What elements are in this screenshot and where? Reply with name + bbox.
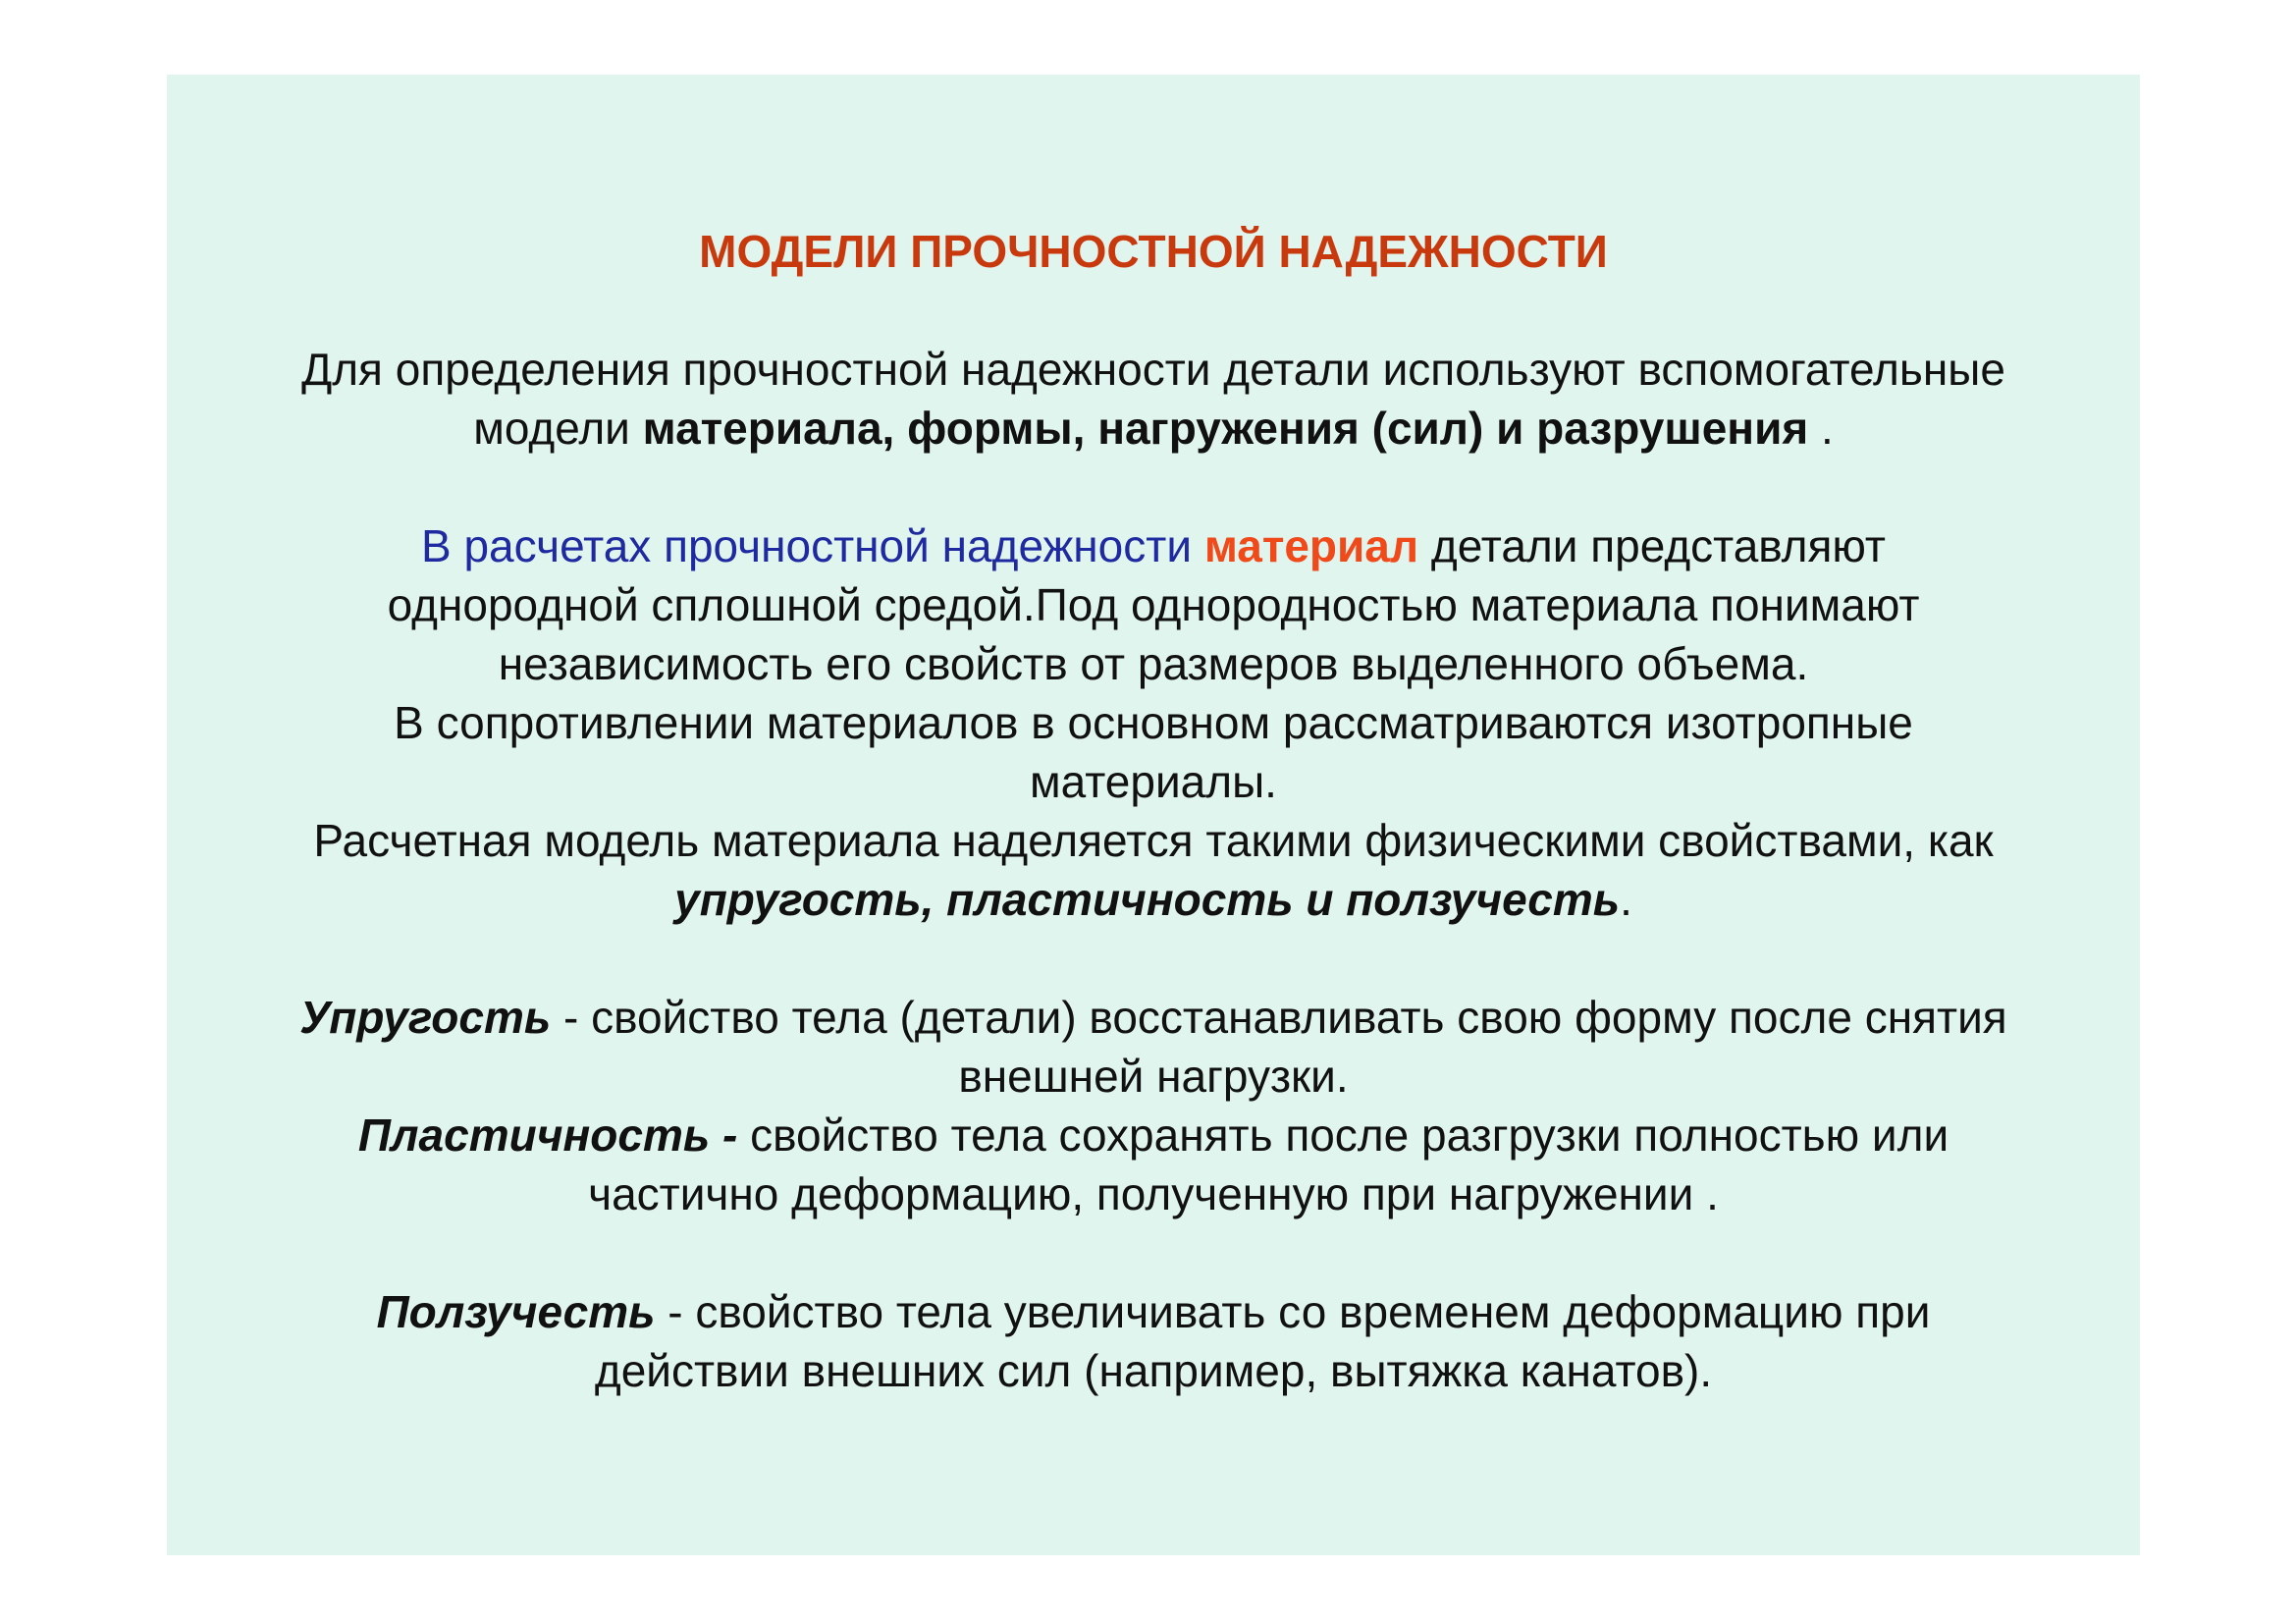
creep-definition: - свойство тела увеличивать со временем деформацию при: [655, 1286, 1931, 1337]
material-properties: упругость, пластичность и ползучесть: [674, 874, 1621, 925]
material-keyword: материал: [1203, 520, 1419, 571]
material-lead: В расчетах прочностной надежности: [421, 520, 1204, 571]
elasticity-line-2: внешней нагрузки.: [958, 1051, 1349, 1102]
intro-line-2-text: модели: [473, 403, 643, 454]
intro-models-list: материала, формы, нагружения (сил) и разрушения: [642, 403, 1809, 454]
creep-line-2: действии внешних сил (например, вытяжка канатов).: [594, 1345, 1713, 1396]
intro-line-1: Для определения прочностной надежности детали используют вспомогательные: [301, 344, 2005, 395]
elasticity-paragraph: [226, 988, 2081, 1106]
material-line-5: материалы.: [1030, 756, 1277, 807]
plasticity-line-2: частично деформацию, полученную при нагружении .: [588, 1168, 1719, 1219]
elasticity-definition: - свойство тела (детали) восстанавливать свою форму после снятия: [551, 992, 2007, 1043]
plasticity-paragraph: [226, 1106, 2081, 1223]
material-line-3: независимость его свойств от размеров выделенного объема.: [498, 638, 1809, 689]
creep-term: Ползучесть: [376, 1286, 656, 1337]
material-line-2: однородной сплошной средой.Под однородностью материала понимают: [387, 579, 1920, 630]
material-paragraph: [226, 516, 2081, 929]
material-line-4: В сопротивлении материалов в основном рассматриваются изотропные: [394, 697, 1913, 748]
spacer: [226, 1223, 2081, 1282]
intro-paragraph: [226, 340, 2081, 458]
spacer: [226, 281, 2081, 340]
spacer: [226, 929, 2081, 988]
creep-paragraph: [226, 1282, 2081, 1400]
intro-line-2-end: .: [1808, 403, 1834, 454]
material-line-6: Расчетная модель материала наделяется такими физическими свойствами, как: [313, 815, 1994, 866]
page-title: МОДЕЛИ ПРОЧНОСТНОЙ НАДЕЖНОСТИ: [699, 226, 1608, 277]
material-line-1-rest: детали представляют: [1418, 520, 1886, 571]
slide-content: [226, 222, 2081, 1400]
material-line-7-end: .: [1620, 874, 1632, 925]
plasticity-definition: свойство тела сохранять после разгрузки полностью или: [737, 1109, 1949, 1161]
spacer: [226, 458, 2081, 516]
slide-background: [167, 75, 2140, 1555]
plasticity-term: Пластичность -: [357, 1109, 738, 1161]
elasticity-term: Упругость: [299, 992, 552, 1043]
